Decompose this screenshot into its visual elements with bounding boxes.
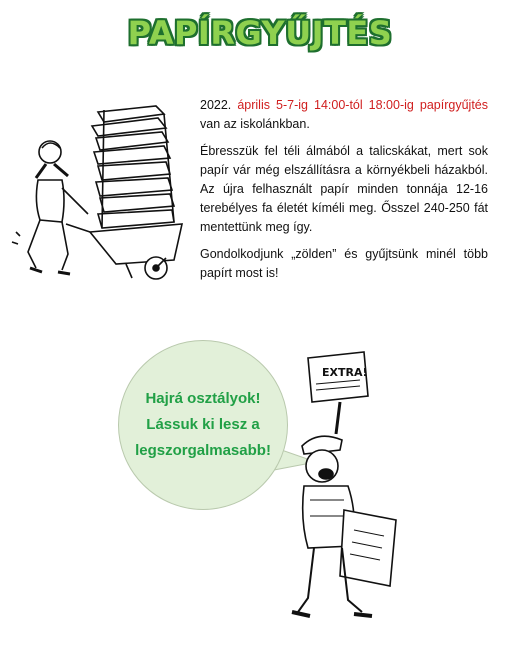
wheelbarrow-paper-illustration bbox=[6, 92, 196, 292]
speech-bubble bbox=[118, 340, 288, 510]
extra-label: EXTRA! bbox=[322, 366, 368, 379]
bubble-line-1: Hajrá osztályok! bbox=[145, 390, 261, 407]
intro-year: 2022. bbox=[200, 98, 232, 112]
page-title: PAPÍRGYŰJTÉS bbox=[127, 14, 393, 52]
intro-paragraph bbox=[200, 96, 488, 134]
intro-date-range: április 5-7-ig 14:00-tól 18:00-ig bbox=[237, 98, 414, 112]
intro-rest: van az iskolánkban. bbox=[200, 117, 310, 131]
body-paragraph: Ébresszük fel téli álmából a talicskákat, mert sok papír vár még elszállításra a környékbeli házakból. Az újra felhasznált papír minden tonnája 12-16 terebélyes fa életét kíméli meg. Ősszel 240-250 fát mentettünk meg így. bbox=[200, 144, 488, 234]
intro-highlight: papírgyűjtés bbox=[419, 98, 489, 112]
article-text bbox=[200, 96, 488, 291]
bubble-line-2: Lássuk ki lesz a bbox=[146, 416, 260, 433]
closing-paragraph: Gondolkodjunk „zölden” és gyűjtsünk minél több papírt most is! bbox=[200, 247, 488, 280]
bubble-line-3: legszorgalmasabb! bbox=[135, 442, 271, 459]
newsboy-illustration bbox=[270, 350, 420, 640]
